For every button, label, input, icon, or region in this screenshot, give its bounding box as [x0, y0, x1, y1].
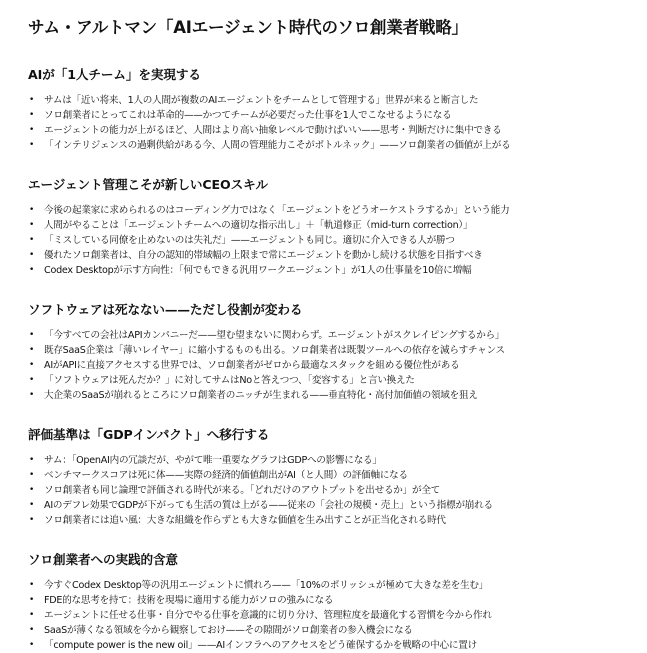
section-heading: ソロ創業者への実践的含意: [28, 552, 178, 567]
list-item: [28, 638, 627, 653]
bullet-icon: •: [29, 500, 35, 510]
list-item-text: 「ソフトウェアは死んだか？」に対してサムはNoと答えつつ、「変容する」と言い換えた: [44, 375, 415, 386]
page-title: サム・アルトマン「AIエージェント時代のソロ創業者戦略」: [28, 18, 468, 37]
bullet-icon: •: [29, 485, 35, 495]
bullet-icon: •: [29, 205, 35, 215]
list-item: [28, 593, 627, 608]
bullet-list: [28, 328, 627, 403]
bullet-list: [28, 453, 627, 528]
section-3: [28, 299, 627, 403]
list-item: [28, 513, 627, 528]
sections-container: [28, 64, 627, 653]
list-item-text: 「compute power is the new oil」——AIインフラへのアクセスをどう確保するかを戦略の中心に置け: [44, 640, 477, 651]
bullet-icon: •: [29, 125, 35, 135]
section-heading: AIが「1人チーム」を実現する: [28, 67, 201, 82]
bullet-icon: •: [29, 640, 35, 650]
list-item-text: エージェントの能力が上がるほど、人間はより高い抽象レベルで動けばいい——思考・判断だけに集中できる: [44, 125, 502, 136]
list-item-text: 人間がやることは「エージェントチームへの適切な指示出し」＋「軌道修正（mid-turn correction）」: [44, 220, 473, 231]
list-item: [28, 388, 627, 403]
list-item-text: 今後の起業家に求められるのはコーディング力ではなく「エージェントをどうオーケストラするか」という能力: [44, 205, 510, 216]
list-item: [28, 623, 627, 638]
bullet-icon: •: [29, 360, 35, 370]
bullet-icon: •: [29, 110, 35, 120]
section-2: [28, 174, 627, 278]
list-item-text: 「今すべての会社はAPIカンパニーだ——望む望まないに関わらず。エージェントがスクレイピングするから」: [44, 330, 505, 341]
bullet-list: [28, 203, 627, 278]
bullet-icon: •: [29, 625, 35, 635]
list-item: [28, 233, 627, 248]
bullet-icon: •: [29, 610, 35, 620]
section-5: [28, 549, 627, 653]
bullet-icon: •: [29, 330, 35, 340]
list-item: [28, 218, 627, 233]
list-item-text: ソロ創業者には追い風：大きな組織を作らずとも大きな価値を生み出すことが正当化される時代: [44, 515, 446, 526]
list-item-text: AIがAPIに直接アクセスする世界では、ソロ創業者がゼロから最適なスタックを組める優位性がある: [44, 360, 460, 371]
list-item: [28, 468, 627, 483]
list-item-text: AIのデフレ効果でGDPが下がっても生活の質は上がる——従来の「会社の規模・売上」という指標が崩れる: [44, 500, 493, 511]
bullet-list: [28, 578, 627, 653]
list-item-text: ソロ創業者にとってこれは革命的——かつてチームが必要だった仕事を1人でこなせるようになる: [44, 110, 452, 121]
list-item: [28, 328, 627, 343]
bullet-icon: •: [29, 235, 35, 245]
list-item-text: サムは「近い将来、1人の人間が複数のAIエージェントをチームとして管理する」世界が来ると断言した: [44, 95, 479, 106]
bullet-icon: •: [29, 375, 35, 385]
list-item: [28, 203, 627, 218]
list-item: [28, 263, 627, 278]
list-item: [28, 373, 627, 388]
list-item: [28, 108, 627, 123]
bullet-icon: •: [29, 140, 35, 150]
bullet-icon: •: [29, 595, 35, 605]
bullet-list: [28, 93, 627, 153]
list-item-text: FDE的な思考を持て：技術を現場に適用する能力がソロの強みになる: [44, 595, 334, 606]
list-item-text: 優れたソロ創業者は、自分の認知的帯域幅の上限まで常にエージェントを動かし続ける状態を目指すべき: [44, 250, 483, 261]
list-item: [28, 138, 627, 153]
bullet-icon: •: [29, 265, 35, 275]
list-item: [28, 358, 627, 373]
list-item-text: SaaSが薄くなる領域を今から観察しておけ——その隙間がソロ創業者の参入機会になる: [44, 625, 413, 636]
bullet-icon: •: [29, 390, 35, 400]
bullet-icon: •: [29, 470, 35, 480]
section-4: [28, 424, 627, 528]
bullet-icon: •: [29, 345, 35, 355]
section-1: [28, 64, 627, 153]
list-item-text: サム：「OpenAI内の冗談だが、やがて唯一重要なグラフはGDPへの影響になる」: [44, 455, 382, 466]
list-item-text: 既存SaaS企業は「薄いレイヤー」に縮小するものも出る。ソロ創業者は既製ツールへの依存を減らすチャンス: [44, 345, 505, 356]
list-item-text: エージェントに任せる仕事・自分でやる仕事を意識的に切り分け、管理粒度を最適化する習慣を今から作れ: [44, 610, 492, 621]
bullet-icon: •: [29, 515, 35, 525]
bullet-icon: •: [29, 220, 35, 230]
bullet-icon: •: [29, 580, 35, 590]
list-item: [28, 453, 627, 468]
list-item-text: 今すぐCodex Desktop等の汎用エージェントに慣れろ——「10%のポリッシュが極めて大きな差を生む」: [44, 580, 489, 591]
bullet-icon: •: [29, 95, 35, 105]
list-item: [28, 123, 627, 138]
list-item: [28, 578, 627, 593]
bullet-icon: •: [29, 455, 35, 465]
list-item: [28, 343, 627, 358]
list-item-text: ベンチマークスコアは死に体——実際の経済的価値創出がAI（と人間）の評価軸になる: [44, 470, 408, 481]
list-item-text: ソロ創業者も同じ論理で評価される時代が来る。「どれだけのアウトプットを出せるか」が全て: [44, 485, 441, 496]
list-item: [28, 608, 627, 623]
list-item: [28, 483, 627, 498]
section-heading: エージェント管理こそが新しいCEOスキル: [28, 177, 269, 192]
list-item: [28, 498, 627, 513]
section-heading: ソフトウェアは死なない——ただし役割が変わる: [28, 302, 303, 317]
list-item: [28, 93, 627, 108]
list-item: [28, 248, 627, 263]
section-heading: 評価基準は「GDPインパクト」へ移行する: [28, 427, 270, 442]
list-item-text: 大企業のSaaSが崩れるところにソロ創業者のニッチが生まれる——垂直特化・高付加価値の領域を狙え: [44, 390, 478, 401]
list-item-text: 「ミスしている同僚を止めないのは失礼だ」——エージェントも同じ。適切に介入できる人が勝つ: [44, 235, 455, 246]
list-item-text: Codex Desktopが示す方向性：「何でもできる汎用ワークエージェント」が1人の仕事量を10倍に増幅: [44, 265, 472, 276]
bullet-icon: •: [29, 250, 35, 260]
list-item-text: 「インテリジェンスの過剰供給がある今、人間の管理能力こそがボトルネック」——ソロ創業者の価値が上がる: [44, 140, 511, 151]
